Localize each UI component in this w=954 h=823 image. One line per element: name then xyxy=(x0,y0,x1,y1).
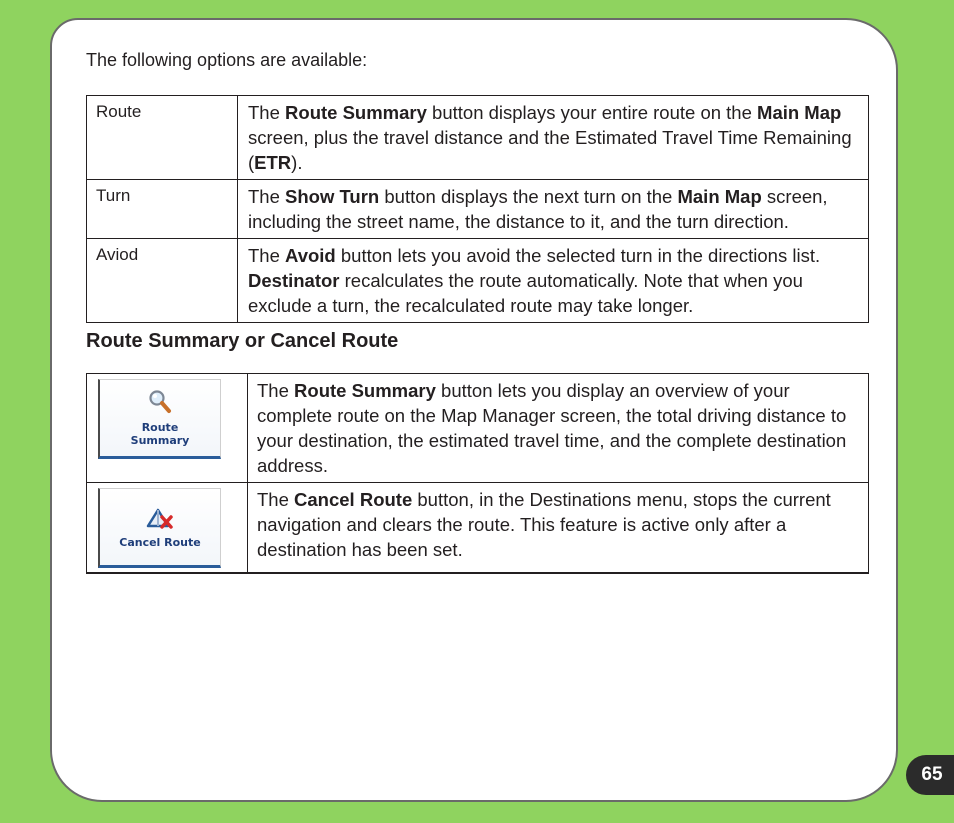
bold-term: Route Summary xyxy=(285,102,427,123)
table-row xyxy=(87,239,869,323)
option-term: Aviod xyxy=(87,239,238,323)
table-row xyxy=(87,374,869,483)
section-heading: Route Summary or Cancel Route xyxy=(86,330,399,352)
bold-term: Show Turn xyxy=(285,186,380,207)
text-run: button, in the Destinations menu, stops the current navigation and clears the route. This feature is active only after a destination has been set. xyxy=(257,489,831,560)
text-run: button lets you avoid the selected turn in the directions list. xyxy=(335,245,821,266)
option-term: Turn xyxy=(87,180,238,239)
buttons-table xyxy=(86,373,869,574)
text-run: button lets you display an overview of your complete route on the Map Manager screen, the total driving distance to your destination, the estimated travel time, and the complete destination address. xyxy=(257,380,847,476)
cancel-route-button[interactable] xyxy=(98,488,221,568)
text-run: ). xyxy=(291,152,303,173)
option-description xyxy=(238,180,869,239)
button-description xyxy=(248,483,869,574)
cancel-route-icon xyxy=(146,506,174,530)
table-row xyxy=(87,180,869,239)
button-image-cell xyxy=(87,374,248,483)
button-image-cell xyxy=(87,483,248,574)
text-run: screen, including the street name, the distance to it, and the turn direction. xyxy=(248,186,828,232)
text-run: The xyxy=(257,380,295,401)
bold-term: Cancel Route xyxy=(294,489,413,510)
text-run: button displays your entire route on the xyxy=(426,102,758,123)
text-run: screen, plus the travel distance and the Estimated Travel Time Remaining ( xyxy=(248,127,852,173)
text-run: The xyxy=(248,186,286,207)
text-run: The xyxy=(248,245,286,266)
table-row xyxy=(87,483,869,574)
bold-term: Destinator xyxy=(248,270,340,291)
text-run: The xyxy=(257,489,295,510)
bold-term: ETR xyxy=(254,152,292,173)
route-summary-button[interactable] xyxy=(98,379,221,459)
bold-term: Main Map xyxy=(677,186,762,207)
magnifier-icon xyxy=(148,389,172,415)
intro-text: The following options are available: xyxy=(86,50,368,70)
bold-term: Avoid xyxy=(285,245,336,266)
bold-term: Route Summary xyxy=(294,380,436,401)
option-term: Route xyxy=(87,96,238,180)
button-label: Summary xyxy=(130,434,190,447)
text-run: recalculates the route automatically. Note that when you exclude a turn, the recalculated route may take longer. xyxy=(248,270,803,316)
text-run: button displays the next turn on the xyxy=(379,186,678,207)
bold-term: Main Map xyxy=(757,102,842,123)
button-label: Route xyxy=(141,421,179,434)
page-number-badge: 65 xyxy=(906,755,954,795)
button-description xyxy=(248,374,869,483)
text-run: The xyxy=(248,102,286,123)
table-row xyxy=(87,96,869,180)
options-table xyxy=(86,95,869,323)
option-description xyxy=(238,96,869,180)
option-description xyxy=(238,239,869,323)
button-label: Cancel Route xyxy=(119,535,201,549)
